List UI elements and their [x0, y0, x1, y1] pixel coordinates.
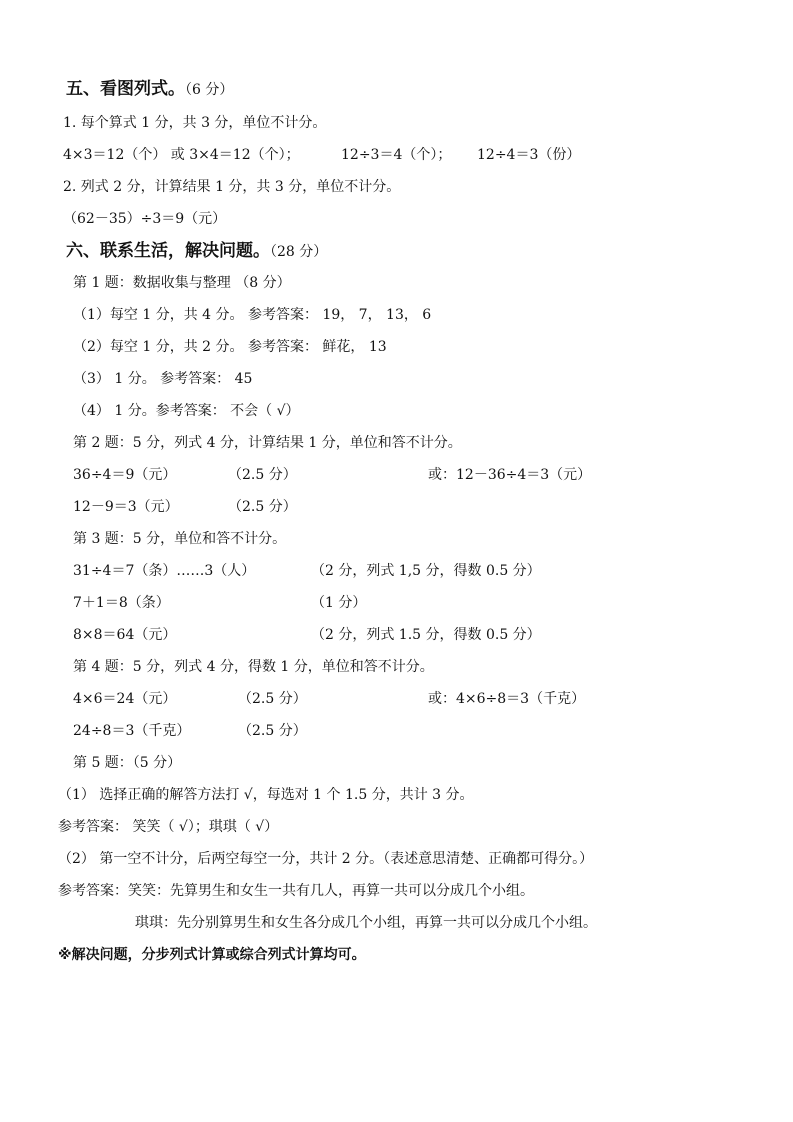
points: （2 分，列式 1,5 分，得数 0.5 分） [311, 563, 541, 579]
q1-part-3: （3） 1 分。 参考答案： 45 [73, 371, 253, 387]
equation: 7＋1＝8（条） [73, 595, 170, 611]
equation: 36÷4＝9（元） [73, 467, 177, 483]
answer-text: 4×3＝12（个） 或 3×4＝12（个）； [63, 147, 300, 163]
section-points: （28 分） [270, 244, 328, 260]
points: （2.5 分） [228, 499, 297, 515]
section-6-heading [66, 242, 327, 261]
equation: 31÷4＝7（条）……3（人） [73, 563, 256, 579]
q1-part-2: （2）每空 1 分，共 2 分。 参考答案： 鲜花， 13 [73, 339, 387, 355]
equation: 12－9＝3（元） [73, 499, 179, 515]
q1-part-1: （1）每空 1 分，共 4 分。 参考答案： 19， 7， 13， 6 [73, 307, 432, 323]
section-points: （6 分） [185, 82, 234, 98]
section-5-item-2-answer: （62－35）÷3＝9（元） [63, 211, 227, 227]
q5-part-1: （1） 选择正确的解答方法打 √，每选对 1 个 1.5 分，共计 3 分。 [58, 787, 474, 803]
points: （1 分） [311, 595, 367, 611]
q5-part-1-answer: 参考答案： 笑笑（ √）；琪琪（ √） [58, 819, 279, 835]
q2-heading: 第 2 题：5 分，列式 4 分，计算结果 1 分，单位和答不计分。 [73, 435, 462, 451]
q5-part-2-answer-qiqi: 琪琪：先分别算男生和女生各分成几个小组，再算一共可以分成几个小组。 [135, 915, 597, 931]
q5-part-2-answer-xiaoxiao: 参考答案：笑笑：先算男生和女生一共有几人，再算一共可以分成几个小组。 [58, 883, 534, 899]
section-5-heading [66, 80, 233, 99]
equation: 24÷8＝3（千克） [73, 723, 191, 739]
q5-part-2: （2） 第一空不计分，后两空每空一分，共计 2 分。（表述意思清楚、正确都可得分。） [58, 851, 594, 867]
section-title: 五、看图列式。 [66, 79, 185, 99]
footnote: ※解决问题，分步列式计算或综合列式计算均可。 [58, 947, 366, 963]
q4-heading: 第 4 题：5 分，列式 4 分，得数 1 分，单位和答不计分。 [73, 659, 434, 675]
section-title: 六、联系生活，解决问题。 [66, 241, 270, 261]
points: （2.5 分） [228, 467, 297, 483]
q1-heading: 第 1 题：数据收集与整理 （8 分） [73, 275, 291, 291]
answer-text: 12÷3＝4（个）； [341, 147, 452, 163]
points: （2.5 分） [238, 723, 307, 739]
q3-heading: 第 3 题：5 分，单位和答不计分。 [73, 531, 287, 547]
alternative-equation: 或：12－36÷4＝3（元） [428, 467, 592, 483]
alternative-equation: 或：4×6÷8＝3（千克） [428, 691, 586, 707]
points: （2 分，列式 1.5 分，得数 0.5 分） [311, 627, 541, 643]
points: （2.5 分） [238, 691, 307, 707]
section-5-item-2-rule: 2. 列式 2 分，计算结果 1 分，共 3 分，单位不计分。 [63, 179, 401, 195]
q5-heading: 第 5 题：（5 分） [73, 755, 182, 771]
q1-part-4: （4） 1 分。参考答案： 不会（ √） [73, 403, 300, 419]
equation: 8×8＝64（元） [73, 627, 177, 643]
answer-text: 12÷4＝3（份） [477, 147, 581, 163]
section-5-item-1-rule: 1. 每个算式 1 分，共 3 分，单位不计分。 [63, 115, 327, 131]
equation: 4×6＝24（元） [73, 691, 177, 707]
